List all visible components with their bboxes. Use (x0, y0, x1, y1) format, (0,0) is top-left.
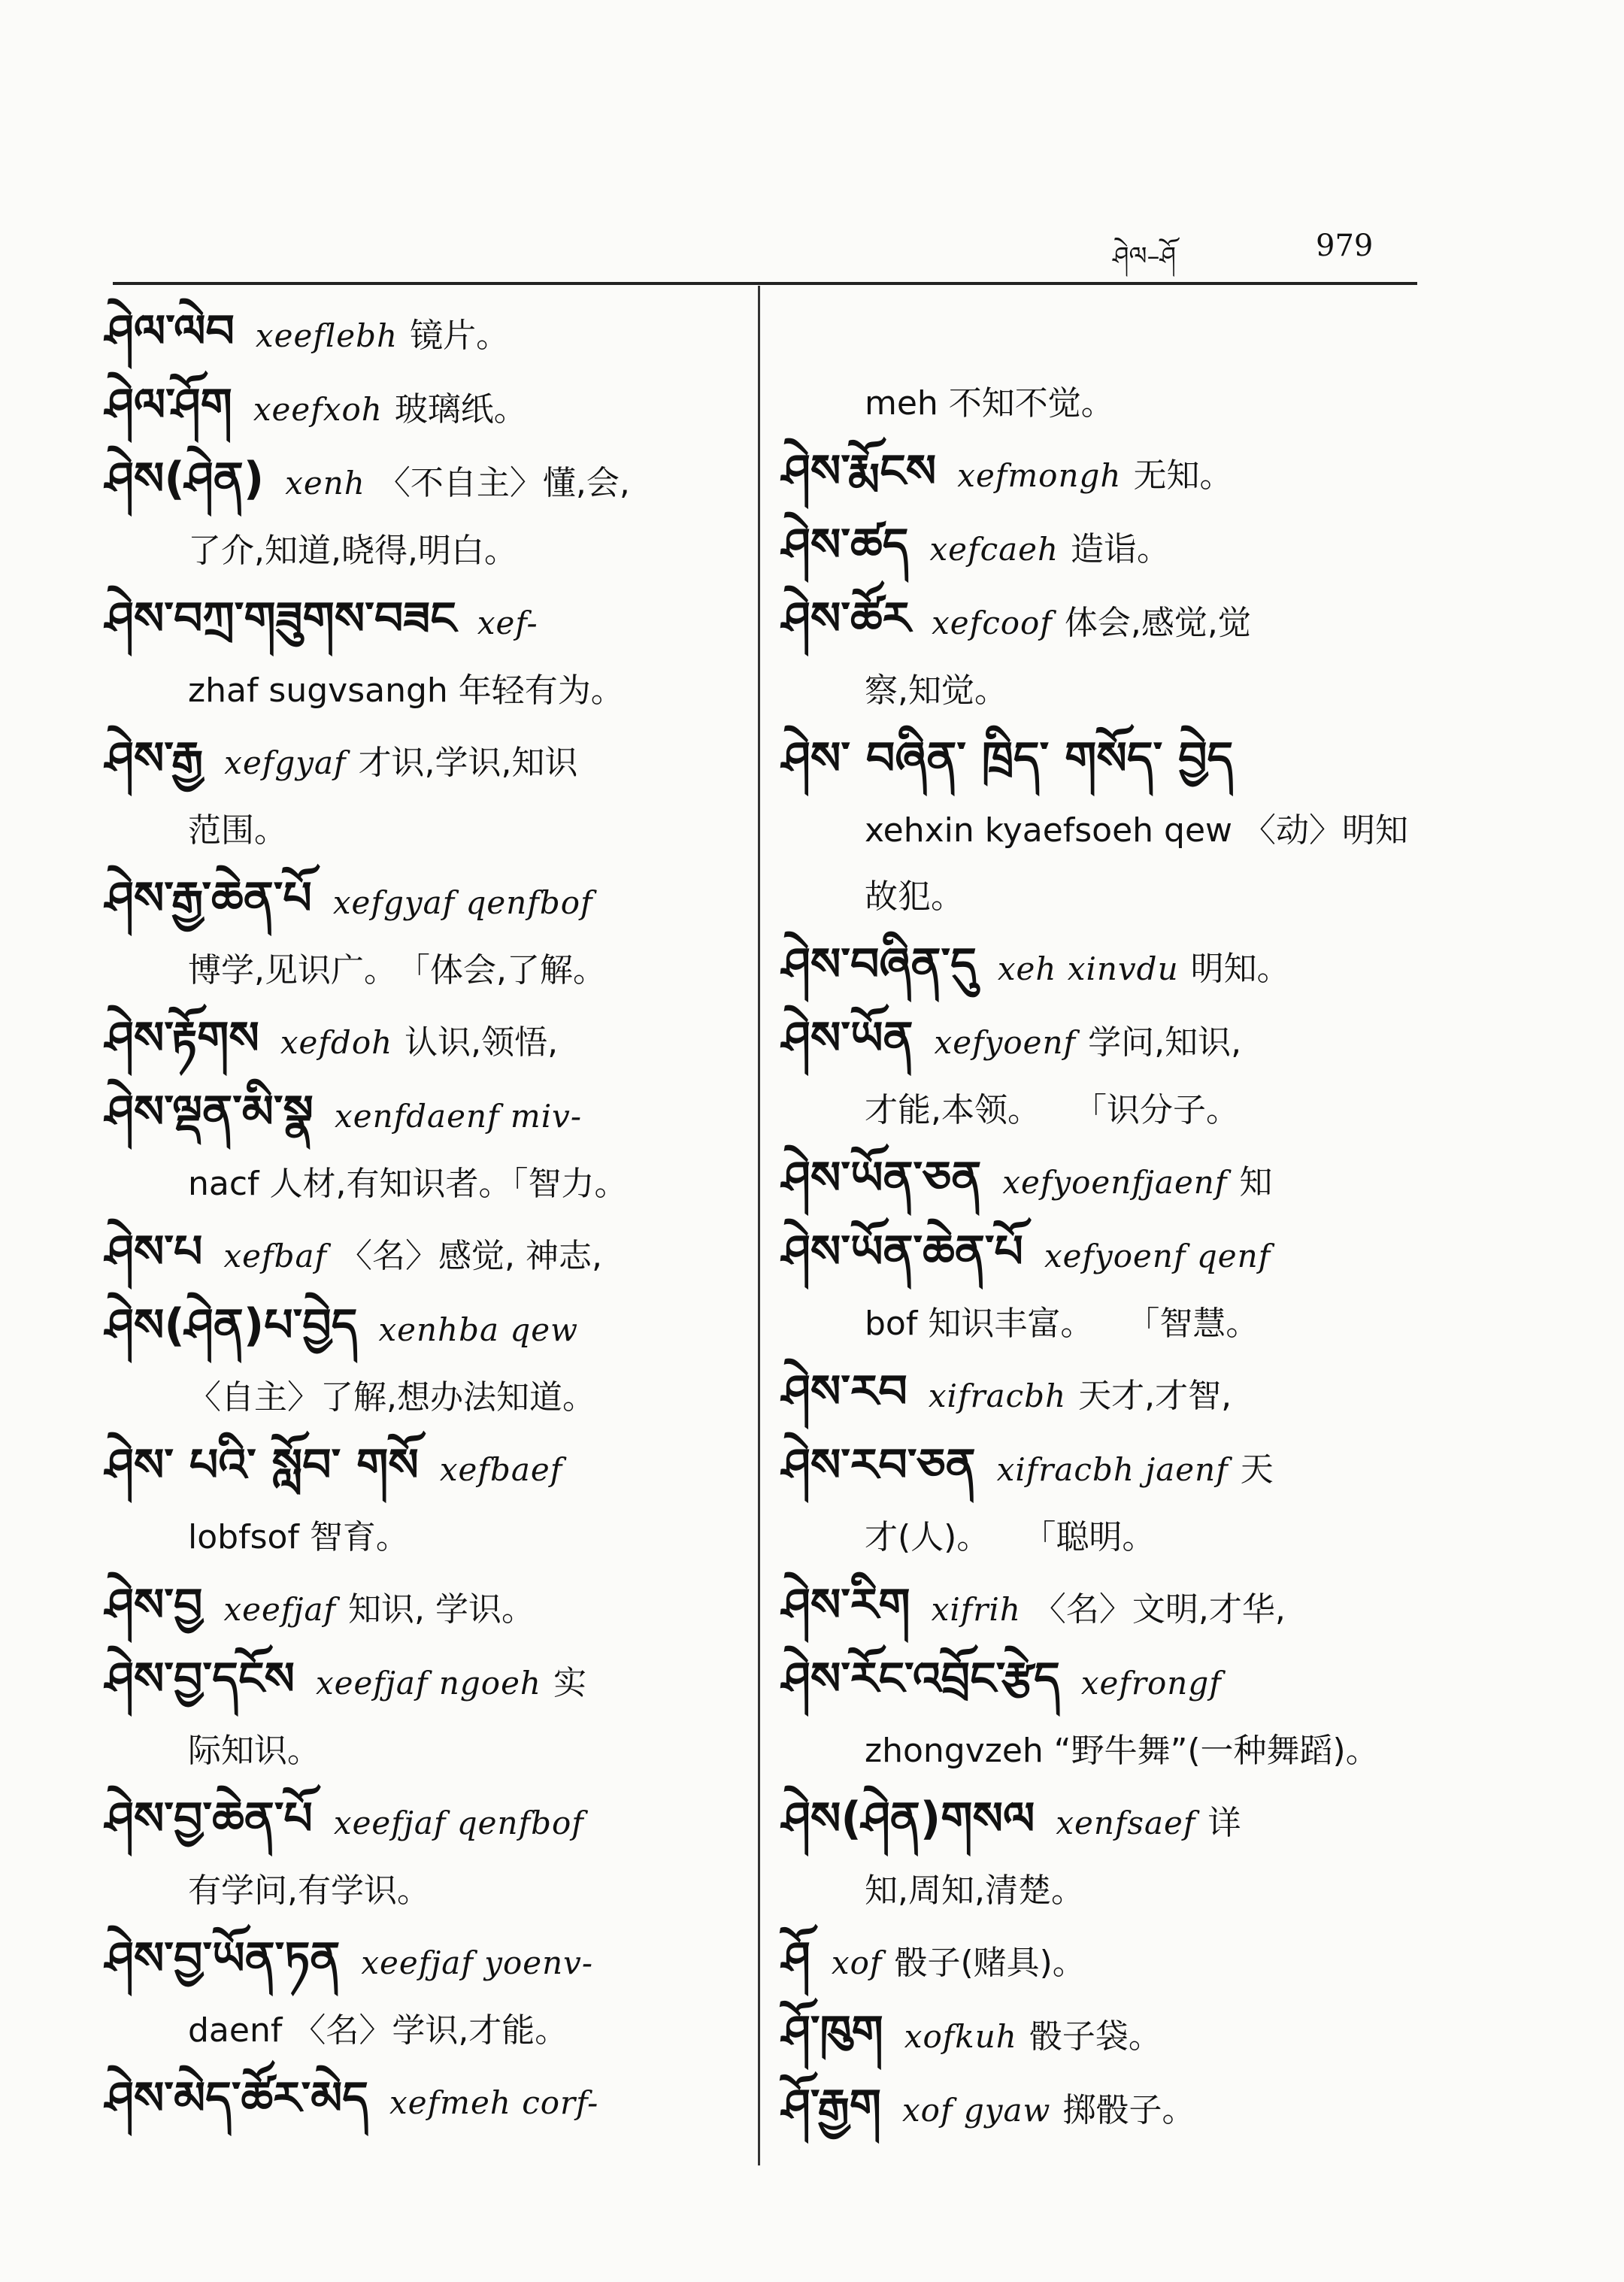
definition-continuation: 际知识。 (188, 1732, 320, 1770)
definition-continuation: nacf 人材,有知识者。「智力。 (188, 1165, 628, 1203)
definition-continuation: zhongvzeh “野牛舞”(一种舞蹈)。 (865, 1732, 1379, 1770)
headword-tibetan: ཤོ་རྒྱག (782, 2080, 881, 2132)
header-guide-word: ཤེལ–ཤོ (1113, 241, 1176, 271)
definition-text: 造诣。 (1071, 530, 1171, 568)
dictionary-entry (782, 1571, 1429, 1644)
dictionary-entry (782, 1784, 1429, 1924)
headword-romanized: xeh xinvdu (997, 950, 1179, 987)
headword-romanized: xifracbh (928, 1377, 1067, 1414)
dictionary-entry (105, 1431, 741, 1571)
headword-tibetan: ཤོ (782, 1932, 810, 1985)
headword-romanized: xefyoenfjaenf (1002, 1164, 1228, 1201)
definition-text: 知 (1239, 1163, 1273, 1202)
definition-continuation: 知,周知,清楚。 (865, 1871, 1084, 1910)
definition-continuation: meh 不知不觉。 (865, 384, 1114, 423)
definition-text: 无知。 (1133, 456, 1233, 495)
definition-continuation: 范围。 (188, 811, 287, 850)
definition-continuation: bof 知识丰富。 「智慧。 (865, 1305, 1259, 1343)
headword-romanized: xefmongh (957, 457, 1122, 494)
headword-tibetan: ཤེས་ལྡན་མི་སྣ (105, 1086, 314, 1138)
dictionary-entry (782, 930, 1429, 1004)
headword-romanized: xefyoenf qenf (1044, 1238, 1271, 1274)
definition-continuation: xehxin kyaefsoeh qew 〈动〉明知故犯。 (865, 811, 1409, 916)
headword-romanized: xeefjaf yoenv- (361, 1944, 594, 1981)
dictionary-entry (782, 1924, 1429, 1998)
definition-continuation: 博学,见识广。 「体会,了解。 (188, 951, 606, 989)
headword-tibetan: ཤེས་བཞིན་དུ (782, 938, 977, 991)
dictionary-entry (782, 437, 1429, 511)
right-column (782, 297, 1429, 2145)
dictionary-entry (105, 444, 741, 584)
headword-romanized: xefbaef (439, 1451, 563, 1488)
headword-tibetan: ཤེས་ཚད (782, 519, 909, 571)
headword-romanized: xefmeh corf- (389, 2084, 599, 2121)
dictionary-entry (782, 1004, 1429, 1144)
headword-romanized: xenhba qew (378, 1311, 579, 1348)
definition-continuation: 了介,知道,晓得,明白。 (188, 532, 517, 570)
definition-text: 明知。 (1190, 950, 1290, 988)
headword-tibetan: ཤེས་རིག (782, 1579, 910, 1632)
page-number: 979 (1316, 229, 1374, 263)
headword-romanized: xefbaf (223, 1238, 328, 1274)
definition-text: 详 (1207, 1804, 1241, 1842)
dictionary-entry (782, 2071, 1429, 2145)
headword-tibetan: ཤེས་རྟོགས (105, 1012, 259, 1065)
headword-romanized: xof (831, 1944, 883, 1981)
definition-continuation: lobfsof 智育。 (188, 1518, 409, 1556)
headword-romanized: xefcoof (932, 605, 1053, 641)
dictionary-entry (105, 724, 741, 864)
headword-romanized: xofkuh (904, 2018, 1017, 2055)
definition-continuation: 有学问,有学识。 (188, 1871, 430, 1910)
dictionary-entry (105, 1004, 741, 1077)
header-rule (113, 282, 1417, 285)
headword-tibetan: ཤེལ་ལེབ (105, 305, 235, 358)
headword-tibetan: ཤེས་རབ་ཅན (782, 1439, 976, 1492)
dictionary-entry (105, 1571, 741, 1644)
definition-text: 〈不自主〉懂,会, (377, 464, 630, 502)
definition-text: 〈名〉感觉, 神志, (339, 1237, 603, 1275)
definition-continuation: 才(人)。 「聪明。 (865, 1518, 1156, 1556)
definition-text: 镜片。 (410, 317, 510, 355)
headword-romanized: xeefxoh (253, 391, 383, 428)
definition-text: 认识,领悟, (404, 1023, 559, 1062)
dictionary-entry (782, 1217, 1429, 1357)
headword-romanized: xef- (477, 605, 538, 641)
page-header (1113, 220, 1413, 272)
dictionary-entry (105, 2064, 741, 2138)
headword-tibetan: ཤེས་རོང་འབྲོང་རྩེད (782, 1653, 1060, 1705)
definition-text: 玻璃纸。 (394, 390, 527, 429)
dictionary-entry (782, 511, 1429, 584)
headword-tibetan: ཤེས་ཚོར (782, 592, 911, 645)
headword-romanized: xefgyaf qenfbof (332, 884, 593, 921)
definition-text: 骰子(赌具)。 (894, 1944, 1086, 1982)
definition-text: 骰子袋。 (1029, 2017, 1162, 2056)
dictionary-entry (105, 1784, 741, 1924)
headword-tibetan: ཤེས་བྱ་ཡོན་ཏན (105, 1932, 341, 1985)
dictionary-entry (105, 1077, 741, 1217)
headword-tibetan: ཤེས་མེད་ཚོར་མེད (105, 2072, 369, 2125)
definition-continuation: daenf 〈名〉学识,才能。 (188, 2011, 568, 2050)
dictionary-entry (782, 584, 1429, 724)
headword-romanized: xefcaeh (929, 531, 1059, 568)
headword-tibetan: ཤེས་ཡོན་ཅན (782, 1152, 982, 1205)
headword-romanized: xefdoh (280, 1024, 393, 1061)
headword-tibetan: ཤེས་པ (105, 1226, 203, 1278)
dictionary-entry (782, 1644, 1429, 1784)
definition-continuation: 才能,本领。 「识分子。 (865, 1091, 1239, 1129)
definition-continuation: zhaf sugvsangh 年轻有为。 (188, 671, 624, 710)
headword-tibetan: ཤེས(ཤེན) (105, 453, 265, 505)
headword-tibetan: ཤོ་ཁུག (782, 2006, 883, 2059)
headword-romanized: xifrih (931, 1591, 1021, 1628)
dictionary-entry (105, 1291, 741, 1431)
headword-romanized: xenfsaef (1056, 1805, 1196, 1841)
headword-tibetan: ཤེས་བཀྲ་གཟུགས་བཟང (105, 592, 456, 645)
headword-romanized: xenh (285, 465, 365, 502)
headword-romanized: xeefjaf qenfbof (333, 1805, 584, 1841)
dictionary-entry (105, 297, 741, 371)
definition-text: 学问,知识, (1088, 1023, 1242, 1062)
definition-continuation: 察,知觉。 (865, 671, 1007, 710)
definition-continuation: 〈自主〉了解,想办法知道。 (188, 1378, 595, 1417)
definition-text: 天 (1240, 1450, 1274, 1489)
dictionary-entry (782, 1144, 1429, 1217)
headword-tibetan: ཤེས་ཡོན (782, 1012, 914, 1065)
definition-text: 掷骰子。 (1062, 2091, 1195, 2129)
headword-tibetan: ཤེས(ཤེན)པ་བྱེད (105, 1299, 358, 1352)
dictionary-entry (782, 1998, 1429, 2071)
dictionary-entry (105, 1924, 741, 2064)
headword-tibetan: ཤེས་ བཞིན་ ཁྲིད་ གསོད་ བྱེད (782, 732, 1234, 785)
headword-tibetan: ཤེས་ཡོན་ཆེན་པོ (782, 1226, 1023, 1278)
column-divider (758, 286, 760, 2165)
headword-tibetan: ཤེས་རྒྱ་ཆེན་པོ (105, 872, 312, 925)
headword-romanized: xefrongf (1080, 1665, 1222, 1702)
headword-tibetan: ཤེས་བྱ་དངོས (105, 1653, 295, 1705)
dictionary-entry (105, 584, 741, 724)
headword-romanized: xof gyaw (902, 2092, 1051, 2129)
dictionary-entry (105, 1217, 741, 1291)
headword-romanized: xeefjaf (223, 1591, 337, 1628)
headword-romanized: xifracbh jaenf (996, 1451, 1229, 1488)
headword-romanized: xefgyaf (224, 744, 347, 781)
headword-romanized: xeefjaf ngoeh (315, 1665, 541, 1702)
dictionary-entry (105, 864, 741, 1004)
definition-text: 实 (553, 1664, 586, 1702)
definition-text: 〈名〉文明,才华, (1032, 1590, 1286, 1629)
definition-text: 天才,才智, (1078, 1377, 1232, 1415)
dictionary-entry (782, 297, 1429, 437)
definition-text: 才识,学识,知识 (358, 744, 578, 782)
headword-tibetan: ཤེས་རྒྱ (105, 732, 204, 785)
headword-romanized: xenfdaenf miv- (335, 1098, 583, 1135)
headword-tibetan: ཤེས་བྱ་ཆེན་པོ (105, 1793, 313, 1845)
definition-text: 知识, 学识。 (348, 1590, 535, 1629)
headword-romanized: xeeflebh (255, 317, 398, 354)
dictionary-entry (782, 1357, 1429, 1431)
headword-tibetan: ཤེས་རྨོངས (782, 445, 937, 498)
headword-romanized: xefyoenf (934, 1024, 1077, 1061)
headword-tibetan: ཤེས་རབ (782, 1365, 907, 1418)
dictionary-entry (105, 371, 741, 444)
dictionary-entry (782, 724, 1429, 930)
dictionary-entry (782, 1431, 1429, 1571)
headword-tibetan: ཤེལ་ཤོག (105, 379, 232, 432)
headword-tibetan: ཤེས་ པའི་ སློབ་ གསོ (105, 1439, 419, 1492)
headword-tibetan: ཤེས(ཤེན)གསལ (782, 1793, 1035, 1845)
dictionary-entry (105, 1644, 741, 1784)
left-column (105, 297, 741, 2138)
headword-tibetan: ཤེས་བྱ (105, 1579, 203, 1632)
definition-text: 体会,感觉,觉 (1064, 604, 1251, 642)
